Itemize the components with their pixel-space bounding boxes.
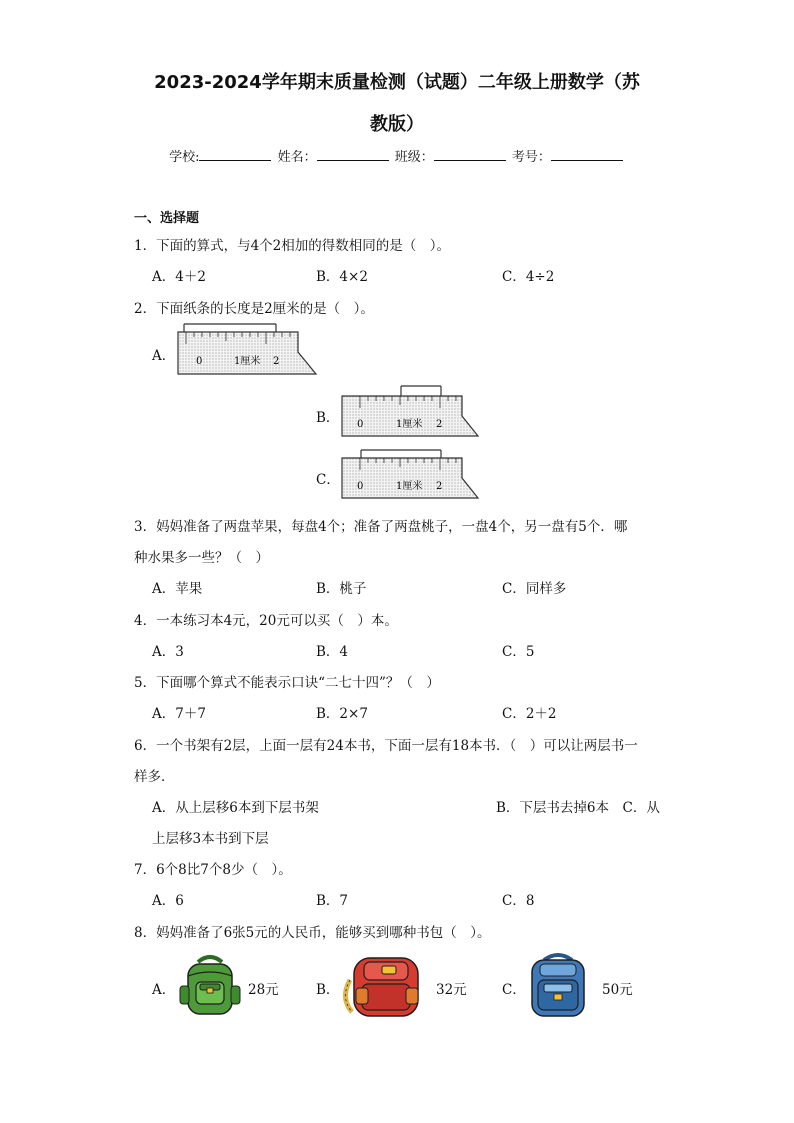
ruler-a-two: 2 [273, 356, 280, 367]
page-title-cont: 教版） [370, 114, 424, 135]
question-3-stem-line2: 种水果多一些？（ ） [134, 550, 269, 566]
question-8-stem: 8．妈妈准备了6张5元的人民币，能够买到哪种书包（ ）。 [134, 925, 491, 941]
question-7-option-c[interactable]: C．8 [502, 893, 535, 909]
price-28: 28元 [248, 982, 279, 998]
question-2-stem: 2．下面纸条的长度是2厘米的是（ ）。 [134, 301, 374, 317]
question-5-stem: 5．下面哪个算式不能表示口诀“二七十四”？（ ） [134, 675, 440, 691]
ruler-a-image [176, 322, 318, 378]
question-2-option-c[interactable]: C． [316, 472, 340, 488]
ruler-b-two: 2 [436, 419, 443, 430]
question-3-option-b[interactable]: B．桃子 [316, 581, 367, 597]
question-4-option-a[interactable]: A．3 [152, 644, 184, 660]
name-label: 姓名： [277, 150, 317, 165]
ruler-c-two: 2 [436, 481, 443, 492]
ruler-c-zero: 0 [357, 481, 364, 492]
school-label: 学校: [169, 150, 200, 165]
name-blank[interactable] [317, 148, 389, 161]
ruler-b-unit: 1厘米 [396, 419, 423, 430]
question-7-option-a[interactable]: A．6 [152, 893, 184, 909]
question-1-stem: 1．下面的算式，与4个2相加的得数相同的是（ ）。 [134, 238, 451, 254]
question-1-option-b[interactable]: B．4×2 [316, 269, 368, 285]
green-backpack-image [176, 952, 244, 1020]
number-blank[interactable] [551, 148, 623, 161]
class-blank[interactable] [434, 148, 506, 161]
question-7-option-b[interactable]: B．7 [316, 893, 349, 909]
ruler-b-image [340, 384, 482, 440]
red-backpack-image [338, 950, 430, 1022]
price-50: 50元 [602, 982, 633, 998]
ruler-b-zero: 0 [357, 419, 364, 430]
page-title: 2023-2024学年期末质量检测（试题）二年级上册数学（苏 [154, 72, 640, 93]
ruler-a-zero: 0 [196, 356, 203, 367]
price-32: 32元 [436, 982, 467, 998]
question-6-option-b-c[interactable]: B．下层书去掉6本 C．从 [496, 800, 660, 816]
section-heading: 一、选择题 [134, 211, 200, 226]
question-8-option-b[interactable]: B． [316, 982, 340, 998]
question-6-stem-line2: 样多． [134, 769, 175, 785]
ruler-c-unit: 1厘米 [396, 481, 423, 492]
question-8-option-a[interactable]: A． [152, 982, 176, 998]
question-7-stem: 7．6个8比7个8少（ ）。 [134, 862, 292, 878]
question-3-option-a[interactable]: A．苹果 [152, 581, 203, 597]
blue-backpack-image [522, 950, 594, 1022]
ruler-c-image [340, 446, 482, 502]
question-6-option-c-cont[interactable]: 上层移3本书到下层 [152, 831, 269, 847]
question-1-option-a[interactable]: A．4＋2 [152, 269, 206, 285]
question-1-option-c[interactable]: C．4÷2 [502, 269, 555, 285]
question-3-option-c[interactable]: C．同样多 [502, 581, 567, 597]
student-info-line [0, 146, 794, 165]
question-5-option-a[interactable]: A．7＋7 [152, 706, 206, 722]
question-4-option-c[interactable]: C．5 [502, 644, 535, 660]
school-blank[interactable] [199, 148, 271, 161]
question-2-option-a[interactable]: A． [152, 348, 176, 364]
class-label: 班级： [394, 150, 434, 165]
question-5-option-c[interactable]: C．2＋2 [502, 706, 557, 722]
number-label: 考号： [511, 150, 551, 165]
ruler-a-unit: 1厘米 [234, 356, 261, 367]
question-4-stem: 4．一本练习本4元，20元可以买（ ）本。 [134, 613, 398, 629]
question-3-stem-line1: 3．妈妈准备了两盘苹果，每盘4个；准备了两盘桃子，一盘4个，另一盘有5个．哪 [134, 519, 628, 535]
question-5-option-b[interactable]: B．2×7 [316, 706, 368, 722]
question-8-option-c[interactable]: C． [502, 982, 526, 998]
question-4-option-b[interactable]: B．4 [316, 644, 349, 660]
question-6-option-a[interactable]: A．从上层移6本到下层书架 [152, 800, 319, 816]
question-2-option-b[interactable]: B． [316, 410, 340, 426]
question-6-stem-line1: 6．一个书架有2层，上面一层有24本书，下面一层有18本书．（ ）可以让两层书一 [134, 738, 638, 754]
